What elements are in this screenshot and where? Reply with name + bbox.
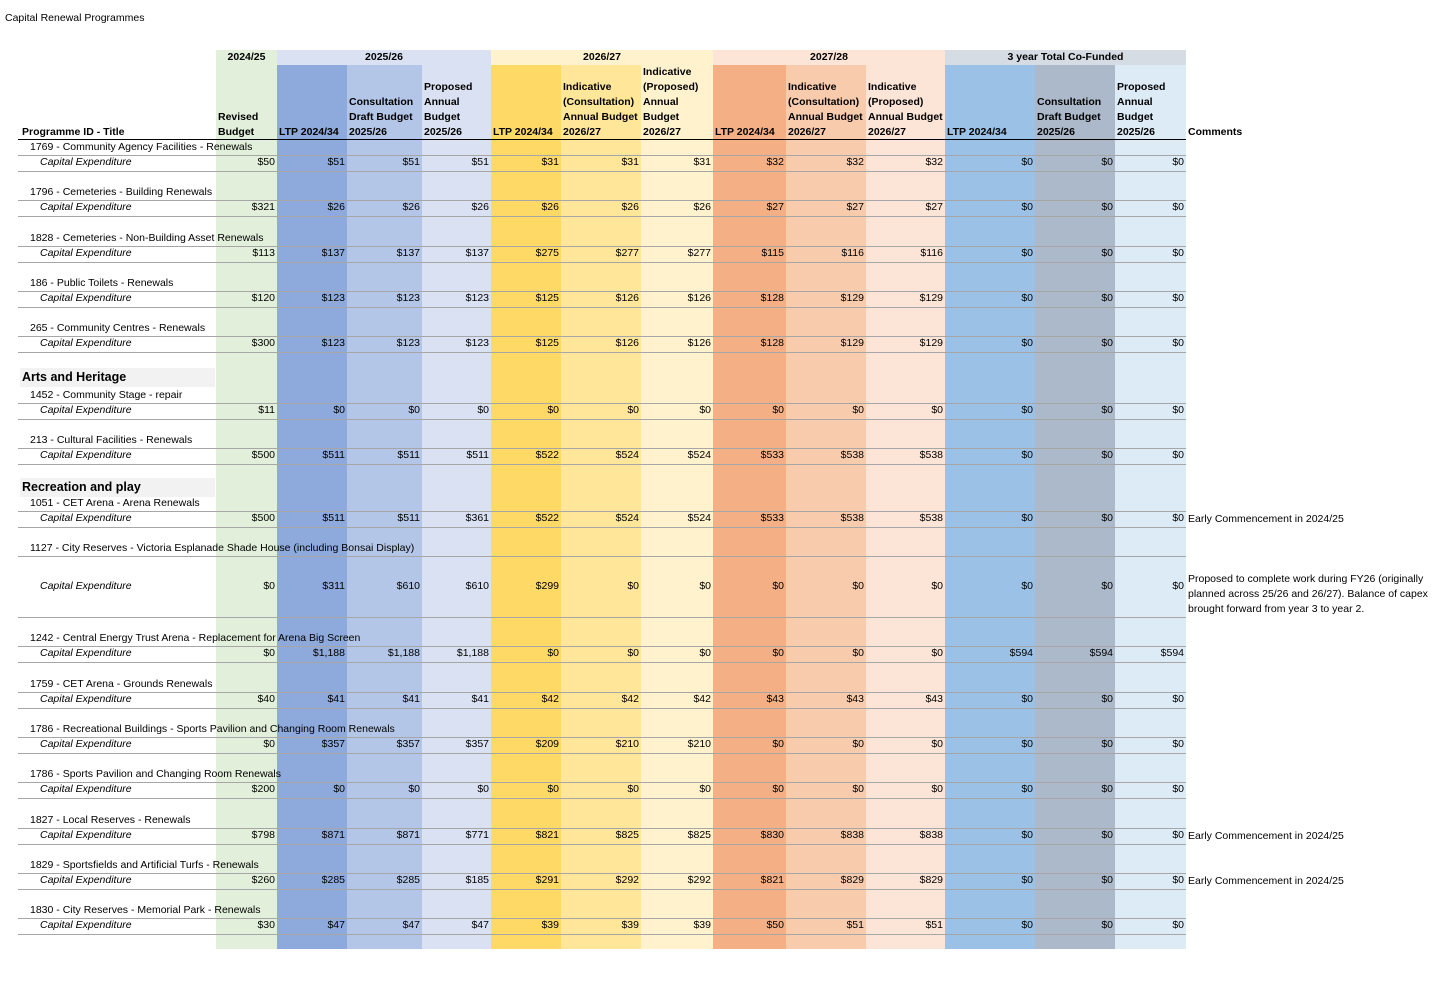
capital-expenditure-label: Capital Expenditure bbox=[40, 201, 132, 213]
programme-title: 1051 - CET Arena - Arena Renewals bbox=[30, 497, 200, 509]
capital-expenditure-label: Capital Expenditure bbox=[40, 647, 132, 659]
cell-value: $51 bbox=[925, 919, 943, 931]
cell-value: $511 bbox=[466, 449, 489, 461]
cell-value: $0 bbox=[1172, 201, 1184, 213]
capital-expenditure-label: Capital Expenditure bbox=[40, 579, 132, 592]
cell-value: $0 bbox=[1172, 738, 1184, 750]
cell-value: $0 bbox=[1101, 738, 1113, 750]
cell-value: $0 bbox=[263, 579, 275, 592]
cell-value: $594 bbox=[1160, 647, 1184, 659]
cell-value: $0 bbox=[1101, 829, 1113, 841]
cell-value: $0 bbox=[1021, 874, 1033, 886]
cell-value: $500 bbox=[251, 449, 275, 461]
row-divider bbox=[18, 934, 1186, 935]
programme-title: 186 - Public Toilets - Renewals bbox=[30, 277, 174, 289]
capital-expenditure-label: Capital Expenditure bbox=[40, 449, 132, 461]
cell-value: $123 bbox=[321, 337, 345, 349]
cell-value: $123 bbox=[396, 292, 420, 304]
cell-value: $123 bbox=[321, 292, 345, 304]
programme-title: 1452 - Community Stage - repair bbox=[30, 389, 183, 401]
cell-value: $285 bbox=[396, 874, 420, 886]
cell-value: $0 bbox=[931, 579, 943, 592]
cell-value: $0 bbox=[1101, 247, 1113, 259]
cell-value: $39 bbox=[621, 919, 639, 931]
programme-title: 1828 - Cemeteries - Non-Building Asset Renewals bbox=[30, 232, 264, 244]
cell-value: $47 bbox=[402, 919, 420, 931]
cell-value: $825 bbox=[615, 829, 639, 841]
cell-value: $538 bbox=[919, 512, 943, 524]
cell-value: $50 bbox=[766, 919, 784, 931]
cell-value: $31 bbox=[693, 156, 711, 168]
row-divider bbox=[18, 171, 1186, 172]
cell-value: $0 bbox=[1172, 919, 1184, 931]
header-programme: Programme ID - Title bbox=[22, 126, 125, 138]
column-band-7 bbox=[713, 64, 786, 949]
cell-value: $123 bbox=[465, 337, 489, 349]
header-comments: Comments bbox=[1188, 126, 1243, 138]
cell-value: $0 bbox=[1021, 783, 1033, 795]
row-divider bbox=[18, 798, 1186, 799]
column-band-10 bbox=[945, 64, 1035, 949]
cell-value: $11 bbox=[258, 404, 275, 416]
cell-value: $0 bbox=[1172, 512, 1184, 524]
cell-value: $594 bbox=[1089, 647, 1113, 659]
cell-value: $26 bbox=[621, 201, 639, 213]
programme-title: 1242 - Central Energy Trust Arena - Replacement for Arena Big Screen bbox=[30, 632, 361, 644]
cell-value: $511 bbox=[322, 449, 345, 461]
cell-value: $0 bbox=[1021, 579, 1033, 592]
row-divider bbox=[18, 464, 1186, 465]
cell-value: $0 bbox=[627, 579, 639, 592]
programme-title: 1786 - Sports Pavilion and Changing Room Renewals bbox=[30, 768, 281, 780]
cell-value: $0 bbox=[1101, 404, 1113, 416]
column-band-12 bbox=[1115, 64, 1186, 949]
cell-value: $0 bbox=[772, 783, 784, 795]
cell-value: $0 bbox=[931, 738, 943, 750]
row-divider bbox=[18, 662, 1186, 663]
column-band-6 bbox=[641, 64, 713, 949]
cell-value: $798 bbox=[251, 829, 275, 841]
cell-value: $42 bbox=[693, 693, 711, 705]
capital-expenditure-label: Capital Expenditure bbox=[40, 247, 132, 259]
cell-value: $0 bbox=[1021, 919, 1033, 931]
cell-value: $0 bbox=[477, 404, 489, 416]
group-header-3: 2027/28 bbox=[713, 50, 945, 65]
cell-value: $610 bbox=[396, 579, 420, 592]
row-divider bbox=[18, 556, 1186, 557]
row-divider bbox=[18, 307, 1186, 308]
cell-value: $292 bbox=[615, 874, 639, 886]
cell-value: $0 bbox=[1172, 292, 1184, 304]
column-header-8: Indicative (Consultation) Annual Budget 2026/27 bbox=[788, 81, 863, 138]
cell-value: $137 bbox=[396, 247, 420, 259]
capital-expenditure-label: Capital Expenditure bbox=[40, 512, 132, 524]
cell-value: $0 bbox=[1172, 783, 1184, 795]
cell-value: $511 bbox=[397, 512, 420, 524]
cell-value: $300 bbox=[251, 337, 275, 349]
cell-value: $0 bbox=[627, 404, 639, 416]
programme-title: 213 - Cultural Facilities - Renewals bbox=[30, 434, 193, 446]
cell-value: $522 bbox=[535, 512, 559, 524]
cell-value: $115 bbox=[761, 247, 784, 259]
cell-value: $123 bbox=[396, 337, 420, 349]
cell-value: $821 bbox=[535, 829, 559, 841]
cell-value: $275 bbox=[535, 247, 559, 259]
cell-value: $871 bbox=[321, 829, 345, 841]
column-header-7: LTP 2024/34 bbox=[715, 126, 775, 138]
capital-expenditure-label: Capital Expenditure bbox=[40, 738, 132, 750]
cell-value: $0 bbox=[1021, 404, 1033, 416]
cell-value: $357 bbox=[465, 738, 489, 750]
cell-value: $185 bbox=[465, 874, 489, 886]
cell-value: $39 bbox=[541, 919, 559, 931]
cell-value: $511 bbox=[322, 512, 345, 524]
cell-value: $128 bbox=[760, 337, 784, 349]
cell-value: $126 bbox=[615, 337, 639, 349]
cell-value: $0 bbox=[547, 783, 559, 795]
cell-value: $27 bbox=[766, 201, 784, 213]
cell-value: $116 bbox=[920, 247, 943, 259]
cell-value: $41 bbox=[327, 693, 345, 705]
cell-value: $26 bbox=[471, 201, 489, 213]
cell-value: $0 bbox=[1172, 579, 1184, 592]
cell-value: $0 bbox=[1172, 337, 1184, 349]
group-header-2: 2026/27 bbox=[491, 50, 713, 65]
cell-value: $43 bbox=[925, 693, 943, 705]
row-divider bbox=[18, 527, 1186, 528]
cell-value: $0 bbox=[1021, 201, 1033, 213]
cell-value: $0 bbox=[1021, 247, 1033, 259]
column-header-2: Consultation Draft Budget 2025/26 bbox=[349, 96, 414, 138]
cell-value: $0 bbox=[1101, 693, 1113, 705]
column-header-3: Proposed Annual Budget 2025/26 bbox=[424, 81, 473, 138]
cell-value: $0 bbox=[1101, 512, 1113, 524]
cell-value: $533 bbox=[760, 449, 784, 461]
cell-value: $39 bbox=[693, 919, 711, 931]
row-divider bbox=[18, 216, 1186, 217]
cell-value: $116 bbox=[841, 247, 864, 259]
cell-value: $26 bbox=[402, 201, 420, 213]
cell-value: $533 bbox=[760, 512, 784, 524]
cell-value: $0 bbox=[1101, 579, 1113, 592]
cell-value: $210 bbox=[615, 738, 639, 750]
programme-title: 1796 - Cemeteries - Building Renewals bbox=[30, 186, 213, 198]
column-header-0: Revised Budget bbox=[218, 111, 259, 138]
cell-value: $0 bbox=[263, 647, 275, 659]
cell-value: $594 bbox=[1009, 647, 1033, 659]
cell-value: $31 bbox=[541, 156, 559, 168]
cell-value: $0 bbox=[852, 404, 864, 416]
cell-value: $522 bbox=[535, 449, 559, 461]
cell-value: $357 bbox=[396, 738, 420, 750]
column-band-4 bbox=[491, 64, 561, 949]
cell-value: $838 bbox=[840, 829, 864, 841]
capital-expenditure-label: Capital Expenditure bbox=[40, 693, 132, 705]
cell-value: $821 bbox=[760, 874, 784, 886]
cell-value: $538 bbox=[840, 512, 864, 524]
capital-expenditure-label: Capital Expenditure bbox=[40, 919, 132, 931]
column-band-2 bbox=[347, 64, 422, 949]
row-divider bbox=[18, 844, 1186, 845]
cell-value: $47 bbox=[327, 919, 345, 931]
cell-value: $299 bbox=[535, 579, 559, 592]
cell-value: $511 bbox=[397, 449, 420, 461]
cell-value: $0 bbox=[1101, 337, 1113, 349]
cell-value: $51 bbox=[846, 919, 864, 931]
cell-value: $0 bbox=[1021, 829, 1033, 841]
group-header-0: 2024/25 bbox=[216, 50, 277, 65]
cell-value: $0 bbox=[1172, 829, 1184, 841]
cell-value: $277 bbox=[687, 247, 711, 259]
column-header-11: Consultation Draft Budget 2025/26 bbox=[1037, 96, 1102, 138]
cell-value: $292 bbox=[687, 874, 711, 886]
cell-value: $0 bbox=[1172, 693, 1184, 705]
cell-value: $0 bbox=[547, 404, 559, 416]
cell-value: $524 bbox=[687, 512, 711, 524]
cell-value: $610 bbox=[465, 579, 489, 592]
column-band-11 bbox=[1035, 64, 1115, 949]
cell-value: $51 bbox=[471, 156, 489, 168]
capital-expenditure-label: Capital Expenditure bbox=[40, 404, 132, 416]
section-header: Recreation and play bbox=[20, 478, 215, 497]
row-divider bbox=[18, 753, 1186, 754]
programme-title: 1759 - CET Arena - Grounds Renewals bbox=[30, 678, 213, 690]
cell-value: $0 bbox=[1172, 449, 1184, 461]
cell-value: $830 bbox=[760, 829, 784, 841]
cell-value: $200 bbox=[251, 783, 275, 795]
cell-value: $311 bbox=[322, 579, 345, 592]
cell-value: $129 bbox=[840, 292, 864, 304]
cell-value: $40 bbox=[257, 693, 275, 705]
cell-value: $0 bbox=[772, 647, 784, 659]
column-band-1 bbox=[277, 64, 347, 949]
cell-value: $51 bbox=[402, 156, 420, 168]
cell-value: $32 bbox=[925, 156, 943, 168]
cell-value: $524 bbox=[615, 449, 639, 461]
cell-value: $291 bbox=[535, 874, 559, 886]
cell-value: $0 bbox=[1101, 783, 1113, 795]
cell-value: $27 bbox=[846, 201, 864, 213]
cell-value: $0 bbox=[1101, 919, 1113, 931]
cell-value: $0 bbox=[627, 783, 639, 795]
cell-value: $0 bbox=[772, 404, 784, 416]
cell-value: $829 bbox=[840, 874, 864, 886]
cell-value: $0 bbox=[333, 783, 345, 795]
cell-value: $32 bbox=[766, 156, 784, 168]
comment-cell: Early Commencement in 2024/25 bbox=[1188, 513, 1344, 525]
cell-value: $538 bbox=[919, 449, 943, 461]
cell-value: $129 bbox=[840, 337, 864, 349]
cell-value: $126 bbox=[687, 337, 711, 349]
cell-value: $277 bbox=[615, 247, 639, 259]
cell-value: $0 bbox=[1021, 738, 1033, 750]
cell-value: $120 bbox=[251, 292, 275, 304]
cell-value: $0 bbox=[852, 579, 864, 592]
comment-cell: Early Commencement in 2024/25 bbox=[1188, 830, 1344, 842]
cell-value: $129 bbox=[919, 292, 943, 304]
cell-value: $0 bbox=[1101, 874, 1113, 886]
cell-value: $0 bbox=[1101, 292, 1113, 304]
column-header-1: LTP 2024/34 bbox=[279, 126, 339, 138]
programme-title: 265 - Community Centres - Renewals bbox=[30, 322, 206, 334]
cell-value: $829 bbox=[919, 874, 943, 886]
column-header-4: LTP 2024/34 bbox=[493, 126, 553, 138]
cell-value: $126 bbox=[687, 292, 711, 304]
cell-value: $0 bbox=[1172, 874, 1184, 886]
cell-value: $0 bbox=[1101, 201, 1113, 213]
cell-value: $0 bbox=[1172, 156, 1184, 168]
cell-value: $871 bbox=[396, 829, 420, 841]
comment-cell: Early Commencement in 2024/25 bbox=[1188, 875, 1344, 887]
cell-value: $126 bbox=[615, 292, 639, 304]
cell-value: $209 bbox=[535, 738, 559, 750]
cell-value: $500 bbox=[251, 512, 275, 524]
cell-value: $0 bbox=[333, 404, 345, 416]
capital-expenditure-label: Capital Expenditure bbox=[40, 292, 132, 304]
cell-value: $129 bbox=[919, 337, 943, 349]
cell-value: $0 bbox=[852, 647, 864, 659]
capital-expenditure-label: Capital Expenditure bbox=[40, 874, 132, 886]
cell-value: $0 bbox=[699, 404, 711, 416]
row-divider bbox=[18, 889, 1186, 890]
capital-expenditure-label: Capital Expenditure bbox=[40, 783, 132, 795]
column-band-0 bbox=[216, 64, 277, 949]
row-divider bbox=[18, 352, 1186, 353]
cell-value: $0 bbox=[1101, 156, 1113, 168]
cell-value: $0 bbox=[852, 783, 864, 795]
cell-value: $0 bbox=[1021, 337, 1033, 349]
cell-value: $0 bbox=[772, 579, 784, 592]
cell-value: $0 bbox=[408, 783, 420, 795]
cell-value: $50 bbox=[257, 156, 275, 168]
cell-value: $41 bbox=[402, 693, 420, 705]
column-band-9 bbox=[866, 64, 945, 949]
cell-value: $27 bbox=[925, 201, 943, 213]
page-title: Capital Renewal Programmes bbox=[5, 12, 145, 24]
cell-value: $43 bbox=[846, 693, 864, 705]
cell-value: $41 bbox=[471, 693, 489, 705]
cell-value: $30 bbox=[257, 919, 275, 931]
column-header-12: Proposed Annual Budget 2025/26 bbox=[1117, 81, 1166, 138]
group-header-4: 3 year Total Co-Funded bbox=[945, 50, 1186, 65]
row-divider bbox=[18, 617, 1186, 618]
capital-expenditure-label: Capital Expenditure bbox=[40, 337, 132, 349]
cell-value: $0 bbox=[1021, 156, 1033, 168]
cell-value: $321 bbox=[251, 201, 275, 213]
programme-title: 1127 - City Reserves - Victoria Esplanade Shade House (including Bonsai Display) bbox=[30, 542, 415, 554]
cell-value: $31 bbox=[621, 156, 639, 168]
cell-value: $0 bbox=[1021, 512, 1033, 524]
cell-value: $0 bbox=[1172, 247, 1184, 259]
column-header-10: LTP 2024/34 bbox=[947, 126, 1007, 138]
cell-value: $285 bbox=[321, 874, 345, 886]
row-divider bbox=[18, 419, 1186, 420]
cell-value: $838 bbox=[919, 829, 943, 841]
cell-value: $0 bbox=[931, 404, 943, 416]
cell-value: $0 bbox=[547, 647, 559, 659]
programme-title: 1769 - Community Agency Facilities - Renewals bbox=[30, 141, 253, 153]
cell-value: $538 bbox=[840, 449, 864, 461]
cell-value: $260 bbox=[251, 874, 275, 886]
programme-title: 1786 - Recreational Buildings - Sports Pavilion and Changing Room Renewals bbox=[30, 723, 395, 735]
cell-value: $125 bbox=[535, 292, 559, 304]
cell-value: $0 bbox=[1172, 404, 1184, 416]
cell-value: $128 bbox=[760, 292, 784, 304]
cell-value: $0 bbox=[699, 579, 711, 592]
group-header-1: 2025/26 bbox=[277, 50, 491, 65]
cell-value: $0 bbox=[1101, 449, 1113, 461]
cell-value: $1,188 bbox=[387, 647, 420, 659]
column-header-5: Indicative (Consultation) Annual Budget 2026/27 bbox=[563, 81, 638, 138]
column-header-9: Indicative (Proposed) Annual Budget 2026/27 bbox=[868, 81, 943, 138]
programme-title: 1829 - Sportsfields and Artificial Turfs - Renewals bbox=[30, 859, 259, 871]
cell-value: $113 bbox=[252, 247, 275, 259]
cell-value: $42 bbox=[621, 693, 639, 705]
cell-value: $43 bbox=[766, 693, 784, 705]
cell-value: $0 bbox=[477, 783, 489, 795]
cell-value: $32 bbox=[846, 156, 864, 168]
programme-title: 1827 - Local Reserves - Renewals bbox=[30, 814, 191, 826]
row-divider bbox=[18, 262, 1186, 263]
cell-value: $0 bbox=[852, 738, 864, 750]
cell-value: $210 bbox=[687, 738, 711, 750]
cell-value: $0 bbox=[627, 647, 639, 659]
cell-value: $42 bbox=[541, 693, 559, 705]
cell-value: $26 bbox=[541, 201, 559, 213]
cell-value: $47 bbox=[471, 919, 489, 931]
capital-expenditure-label: Capital Expenditure bbox=[40, 829, 132, 841]
cell-value: $361 bbox=[465, 512, 489, 524]
cell-value: $137 bbox=[321, 247, 345, 259]
cell-value: $0 bbox=[699, 647, 711, 659]
cell-value: $357 bbox=[321, 738, 345, 750]
programme-title: 1830 - City Reserves - Memorial Park - Renewals bbox=[30, 904, 261, 916]
cell-value: $0 bbox=[1021, 449, 1033, 461]
cell-value: $125 bbox=[535, 337, 559, 349]
cell-value: $0 bbox=[263, 738, 275, 750]
cell-value: $0 bbox=[408, 404, 420, 416]
cell-value: $0 bbox=[1021, 693, 1033, 705]
section-header: Arts and Heritage bbox=[20, 368, 215, 387]
cell-value: $524 bbox=[615, 512, 639, 524]
cell-value: $123 bbox=[465, 292, 489, 304]
cell-value: $0 bbox=[931, 783, 943, 795]
cell-value: $0 bbox=[699, 783, 711, 795]
row-divider bbox=[18, 708, 1186, 709]
cell-value: $137 bbox=[465, 247, 489, 259]
cell-value: $0 bbox=[931, 647, 943, 659]
cell-value: $825 bbox=[687, 829, 711, 841]
column-header-6: Indicative (Proposed) Annual Budget 2026/27 bbox=[643, 66, 699, 138]
cell-value: $524 bbox=[687, 449, 711, 461]
column-band-3 bbox=[422, 64, 491, 949]
cell-value: $0 bbox=[772, 738, 784, 750]
cell-value: $1,188 bbox=[456, 647, 489, 659]
capital-expenditure-label: Capital Expenditure bbox=[40, 156, 132, 168]
cell-value: $0 bbox=[1021, 292, 1033, 304]
cell-value: $51 bbox=[327, 156, 345, 168]
cell-value: $1,188 bbox=[312, 647, 345, 659]
cell-value: $771 bbox=[465, 829, 489, 841]
column-band-8 bbox=[786, 64, 866, 949]
cell-value: $26 bbox=[693, 201, 711, 213]
comment-cell: Proposed to complete work during FY26 (originally planned across 25/26 and 26/27). Balance of capex brought forward from year 3 to year 2. bbox=[1188, 573, 1428, 615]
cell-value: $26 bbox=[327, 201, 345, 213]
column-band-5 bbox=[561, 64, 641, 949]
